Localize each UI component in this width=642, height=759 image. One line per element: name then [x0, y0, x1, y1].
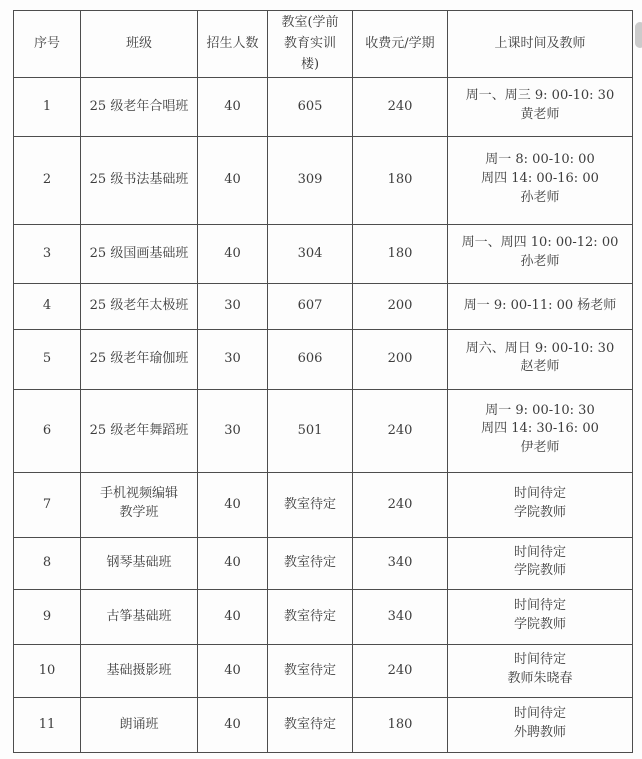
course-table — [13, 10, 633, 753]
table-row — [14, 538, 633, 590]
cell-no-content — [14, 554, 80, 573]
cell-schedule — [448, 78, 633, 137]
cell-enroll-content — [198, 297, 267, 316]
cell-no — [14, 538, 81, 590]
cell-schedule — [448, 538, 633, 590]
cell-line: 孙老师 — [520, 189, 560, 205]
cell-class-content — [81, 554, 197, 573]
cell-no-content — [14, 297, 80, 316]
cell-class — [81, 78, 198, 137]
cell-enroll-content — [198, 171, 267, 190]
cell-no-content — [14, 171, 80, 190]
header-schedule — [448, 11, 633, 78]
cell-room-content — [268, 171, 352, 190]
cell-enroll — [198, 137, 268, 225]
cell-room — [268, 284, 353, 330]
cell-line: 古筝基础班 — [106, 608, 172, 624]
cell-schedule-content — [448, 335, 632, 386]
header-class-content — [81, 32, 197, 57]
cell-line: 赵老师 — [520, 359, 560, 375]
table-row — [14, 225, 633, 284]
cell-room-content — [268, 422, 352, 441]
cell-fee-content — [353, 350, 447, 369]
cell-fee-content — [353, 662, 447, 681]
cell-line: 周一 8: 00-10: 00 — [485, 152, 595, 168]
cell-class — [81, 137, 198, 225]
cell-class-content — [81, 662, 197, 681]
cell-enroll-content — [198, 716, 267, 735]
table-row — [14, 390, 633, 473]
cell-room-content — [268, 496, 352, 515]
cell-enroll-content — [198, 422, 267, 441]
cell-room — [268, 645, 353, 698]
cell-schedule-content — [448, 700, 632, 751]
cell-line: 楼) — [300, 56, 320, 72]
cell-no — [14, 473, 81, 538]
table-row — [14, 473, 633, 538]
cell-room — [268, 225, 353, 284]
cell-fee — [353, 473, 448, 538]
cell-no-content — [14, 608, 80, 627]
cell-line: 11 — [38, 716, 56, 732]
cell-line: 教室待定 — [283, 555, 336, 571]
cell-schedule-content — [448, 646, 632, 697]
cell-line: 教室待定 — [283, 496, 336, 512]
cell-line: 40 — [224, 555, 241, 571]
cell-line: 教室待定 — [283, 716, 336, 732]
cell-no — [14, 137, 81, 225]
cell-line: 240 — [387, 662, 413, 678]
header-schedule-content — [448, 32, 632, 57]
scrollbar-thumb[interactable] — [635, 22, 642, 48]
cell-line: 6 — [42, 422, 52, 438]
cell-schedule — [448, 330, 633, 390]
cell-line: 教室待定 — [283, 662, 336, 678]
cell-line: 手机视频编辑 — [99, 486, 178, 502]
cell-enroll — [198, 390, 268, 473]
cell-enroll — [198, 645, 268, 698]
cell-class-content — [81, 480, 197, 531]
cell-schedule — [448, 590, 633, 645]
cell-fee-content — [353, 98, 447, 117]
cell-line: 8 — [42, 555, 52, 571]
cell-no-content — [14, 496, 80, 515]
cell-fee-content — [353, 496, 447, 515]
cell-enroll — [198, 225, 268, 284]
cell-line: 9 — [42, 608, 52, 624]
cell-room-content — [268, 297, 352, 316]
cell-no — [14, 590, 81, 645]
table-row — [14, 137, 633, 225]
cell-fee — [353, 538, 448, 590]
cell-class — [81, 590, 198, 645]
cell-line: 班级 — [125, 35, 152, 51]
header-class — [81, 11, 198, 78]
cell-room — [268, 78, 353, 137]
cell-fee-content — [353, 422, 447, 441]
cell-class — [81, 225, 198, 284]
cell-line: 7 — [42, 496, 52, 512]
cell-enroll-content — [198, 245, 267, 264]
header-fee — [353, 11, 448, 78]
cell-schedule-content — [448, 397, 632, 467]
header-row — [14, 11, 633, 78]
cell-no — [14, 78, 81, 137]
cell-line: 200 — [387, 351, 413, 367]
cell-line: 时间待定 — [513, 652, 566, 668]
cell-line: 周一、周四 10: 00-12: 00 — [461, 235, 619, 251]
cell-line: 240 — [387, 422, 413, 438]
cell-fee — [353, 390, 448, 473]
cell-class — [81, 284, 198, 330]
cell-line: 340 — [387, 555, 413, 571]
cell-room-content — [268, 554, 352, 573]
cell-line: 40 — [224, 98, 241, 114]
cell-class — [81, 645, 198, 698]
cell-fee-content — [353, 608, 447, 627]
cell-schedule-content — [448, 297, 632, 316]
cell-line: 教室待定 — [283, 608, 336, 624]
cell-line: 上课时间及教师 — [494, 35, 586, 51]
cell-fee — [353, 225, 448, 284]
cell-line: 340 — [387, 608, 413, 624]
cell-enroll-content — [198, 98, 267, 117]
cell-line: 4 — [42, 298, 52, 314]
cell-line: 25 级老年太极班 — [89, 298, 189, 314]
table-row — [14, 590, 633, 645]
cell-no — [14, 225, 81, 284]
cell-no — [14, 330, 81, 390]
cell-line: 时间待定 — [513, 598, 566, 614]
cell-line: 40 — [224, 245, 241, 261]
cell-enroll-content — [198, 554, 267, 573]
cell-schedule-content — [448, 480, 632, 531]
cell-room — [268, 698, 353, 753]
cell-schedule-content — [448, 539, 632, 590]
cell-fee — [353, 698, 448, 753]
cell-line: 时间待定 — [513, 544, 566, 560]
cell-line: 朗诵班 — [119, 716, 159, 732]
cell-no — [14, 284, 81, 330]
cell-room — [268, 137, 353, 225]
cell-room-content — [268, 98, 352, 117]
cell-line: 40 — [224, 716, 241, 732]
cell-schedule-content — [448, 146, 632, 216]
cell-no-content — [14, 716, 80, 735]
cell-line: 40 — [224, 172, 241, 188]
cell-fee-content — [353, 716, 447, 735]
cell-line: 周四 14: 00-16: 00 — [481, 170, 599, 186]
header-no-content — [14, 32, 80, 57]
cell-line: 40 — [224, 608, 241, 624]
cell-class-content — [81, 350, 197, 369]
cell-line: 30 — [224, 422, 241, 438]
cell-room — [268, 590, 353, 645]
cell-line: 周一 9: 00-11: 00 杨老师 — [463, 298, 617, 314]
cell-line: 10 — [38, 662, 56, 678]
cell-class-content — [81, 716, 197, 735]
cell-schedule — [448, 698, 633, 753]
cell-fee — [353, 78, 448, 137]
cell-line: 240 — [387, 496, 413, 512]
cell-schedule — [448, 390, 633, 473]
cell-room — [268, 538, 353, 590]
cell-line: 收费元/学期 — [365, 35, 435, 51]
cell-class-content — [81, 297, 197, 316]
cell-no-content — [14, 422, 80, 441]
cell-class-content — [81, 98, 197, 117]
cell-schedule-content — [448, 592, 632, 643]
cell-fee-content — [353, 171, 447, 190]
cell-line: 学院教师 — [513, 563, 566, 579]
cell-schedule — [448, 284, 633, 330]
header-enroll — [198, 11, 268, 78]
cell-room-content — [268, 350, 352, 369]
cell-line: 黄老师 — [520, 106, 560, 122]
cell-line: 3 — [42, 245, 52, 261]
table-row — [14, 698, 633, 753]
cell-room — [268, 390, 353, 473]
header-enroll-content — [198, 32, 267, 57]
cell-line: 基础摄影班 — [106, 662, 172, 678]
cell-enroll-content — [198, 496, 267, 515]
cell-fee-content — [353, 245, 447, 264]
header-fee-content — [353, 32, 447, 57]
cell-no-content — [14, 245, 80, 264]
cell-room-content — [268, 662, 352, 681]
cell-class-content — [81, 422, 197, 441]
cell-line: 教师朱晓春 — [507, 670, 573, 686]
cell-line: 周一 9: 00-10: 30 — [485, 402, 595, 418]
cell-line: 伊老师 — [520, 440, 560, 456]
cell-line: 25 级老年舞蹈班 — [89, 422, 189, 438]
cell-line: 180 — [387, 245, 413, 261]
cell-line: 教学班 — [119, 504, 159, 520]
cell-room-content — [268, 608, 352, 627]
cell-fee — [353, 330, 448, 390]
cell-enroll-content — [198, 608, 267, 627]
cell-class — [81, 698, 198, 753]
cell-line: 5 — [42, 351, 52, 367]
cell-schedule-content — [448, 82, 632, 133]
cell-line: 30 — [224, 351, 241, 367]
cell-no — [14, 645, 81, 698]
cell-class — [81, 538, 198, 590]
cell-line: 40 — [224, 662, 241, 678]
cell-schedule-content — [448, 229, 632, 280]
cell-line: 25 级老年瑜伽班 — [89, 351, 189, 367]
cell-line: 周六、周日 9: 00-10: 30 — [465, 340, 615, 356]
header-room — [268, 11, 353, 78]
table-row — [14, 330, 633, 390]
cell-enroll-content — [198, 662, 267, 681]
cell-line: 309 — [297, 172, 323, 188]
cell-line: 钢琴基础班 — [106, 555, 172, 571]
cell-line: 605 — [297, 98, 323, 114]
cell-line: 25 级老年合唱班 — [89, 98, 189, 114]
cell-class — [81, 390, 198, 473]
table-row — [14, 284, 633, 330]
cell-room-content — [268, 716, 352, 735]
cell-line: 2 — [42, 172, 52, 188]
cell-line: 501 — [297, 422, 323, 438]
cell-fee — [353, 137, 448, 225]
header-room-content — [268, 11, 352, 77]
cell-line: 时间待定 — [513, 706, 566, 722]
cell-line: 40 — [224, 496, 241, 512]
cell-line: 1 — [42, 98, 52, 114]
cell-room — [268, 473, 353, 538]
cell-fee — [353, 284, 448, 330]
cell-class-content — [81, 171, 197, 190]
cell-line: 教室(学前 — [281, 15, 339, 30]
cell-schedule — [448, 137, 633, 225]
cell-schedule — [448, 473, 633, 538]
cell-no-content — [14, 350, 80, 369]
cell-line: 25 级国画基础班 — [89, 245, 189, 261]
cell-line: 外聘教师 — [513, 724, 566, 740]
cell-fee-content — [353, 554, 447, 573]
cell-class — [81, 473, 198, 538]
cell-line: 时间待定 — [513, 486, 566, 502]
cell-line: 学院教师 — [513, 504, 566, 520]
cell-line: 学院教师 — [513, 616, 566, 632]
cell-enroll — [198, 590, 268, 645]
cell-line: 304 — [297, 245, 323, 261]
cell-room — [268, 330, 353, 390]
table-row — [14, 78, 633, 137]
cell-line: 30 — [224, 298, 241, 314]
cell-enroll-content — [198, 350, 267, 369]
cell-room-content — [268, 245, 352, 264]
cell-schedule — [448, 225, 633, 284]
cell-line: 序号 — [33, 35, 60, 51]
header-no — [14, 11, 81, 78]
table-row — [14, 645, 633, 698]
cell-enroll — [198, 538, 268, 590]
cell-enroll — [198, 78, 268, 137]
cell-enroll — [198, 473, 268, 538]
cell-no-content — [14, 98, 80, 117]
cell-enroll — [198, 698, 268, 753]
cell-line: 周四 14: 30-16: 00 — [481, 421, 599, 437]
cell-fee-content — [353, 297, 447, 316]
cell-fee — [353, 645, 448, 698]
cell-class-content — [81, 608, 197, 627]
cell-no-content — [14, 662, 80, 681]
cell-line: 教育实训 — [283, 35, 336, 51]
cell-line: 周一、周三 9: 00-10: 30 — [465, 88, 615, 104]
cell-line: 200 — [387, 298, 413, 314]
cell-line: 240 — [387, 98, 413, 114]
cell-no — [14, 698, 81, 753]
cell-class-content — [81, 245, 197, 264]
cell-line: 180 — [387, 716, 413, 732]
cell-line: 607 — [297, 298, 323, 314]
cell-no — [14, 390, 81, 473]
cell-line: 606 — [297, 351, 323, 367]
cell-fee — [353, 590, 448, 645]
cell-class — [81, 330, 198, 390]
cell-schedule — [448, 645, 633, 698]
cell-enroll — [198, 330, 268, 390]
cell-line: 孙老师 — [520, 253, 560, 269]
cell-line: 25 级书法基础班 — [89, 172, 189, 188]
cell-line: 招生人数 — [206, 35, 259, 51]
cell-enroll — [198, 284, 268, 330]
cell-line: 180 — [387, 172, 413, 188]
